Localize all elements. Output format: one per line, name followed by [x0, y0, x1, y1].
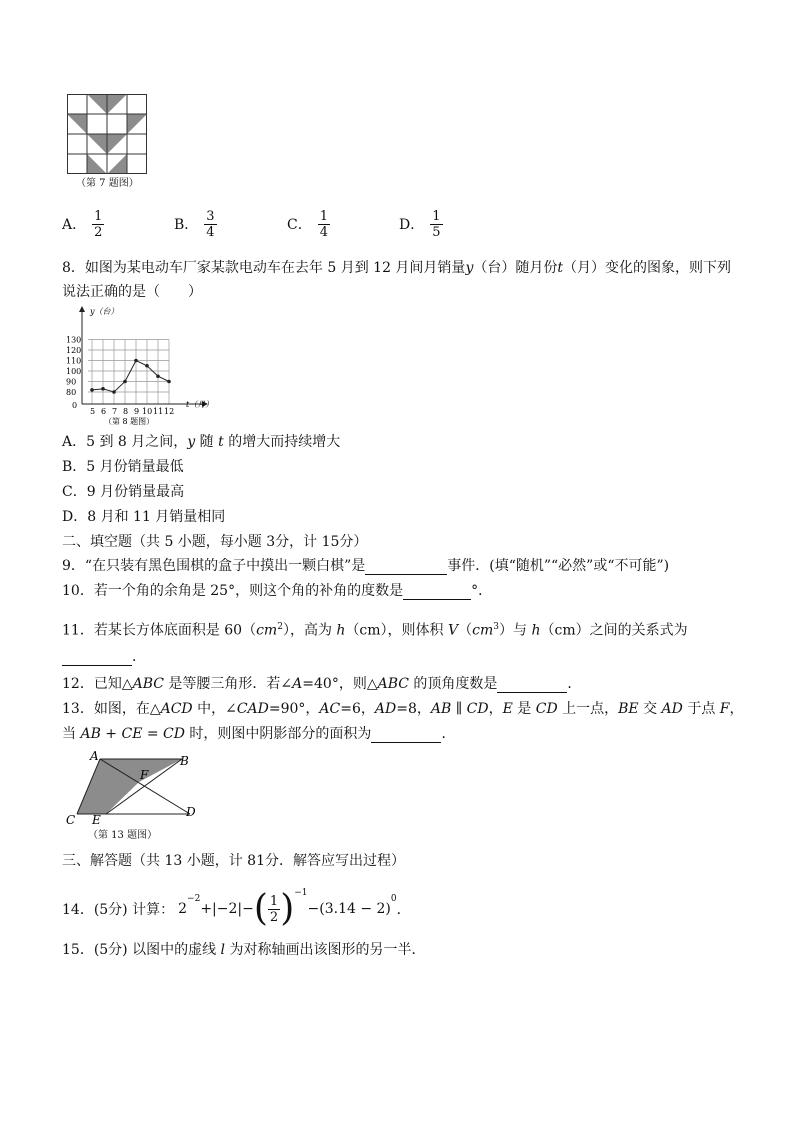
denominator: 2 — [94, 224, 103, 240]
answer-blank[interactable] — [497, 678, 567, 693]
y-axis-arrow — [79, 306, 85, 312]
choice-label: A． — [62, 217, 87, 233]
x-tick-label: 5 — [90, 407, 96, 416]
choice-label: B． — [174, 217, 199, 233]
q13-text: 于点 — [682, 701, 720, 717]
var-t: t — [218, 434, 224, 450]
data-point — [112, 390, 116, 394]
math: AC — [319, 701, 341, 717]
var-l: l — [220, 942, 226, 958]
q9 — [62, 557, 669, 575]
q12 — [62, 675, 581, 693]
q8-option-c[interactable]: C．9 月份销量最高 — [62, 484, 185, 500]
q11-text: （cm）之间的关系式为 — [540, 622, 688, 639]
abs-value: |−2| — [212, 901, 243, 917]
option-text: A．5 到 8 月之间， — [62, 434, 188, 450]
fraction — [318, 209, 330, 240]
q13-line1 — [62, 700, 744, 718]
x-tick-label: 7 — [112, 407, 118, 416]
var-y: y — [465, 260, 474, 276]
q11-answer-line — [62, 648, 146, 666]
numerator: 1 — [432, 208, 441, 224]
operator: + — [200, 901, 213, 917]
exponent: 2 — [277, 622, 283, 632]
q13-text: 中，∠ — [192, 701, 237, 717]
q8-option-b[interactable]: B．5 月份销量最低 — [62, 459, 184, 475]
q8-option-a[interactable] — [62, 433, 340, 451]
answer-blank[interactable] — [403, 585, 471, 600]
data-point — [156, 374, 160, 378]
q13-text: =8， — [396, 701, 431, 717]
denominator: 4 — [206, 224, 215, 240]
x-axis-label: t（月） — [186, 400, 214, 409]
q14 — [62, 884, 411, 934]
x-tick-label: 6 — [101, 407, 107, 416]
q13-text: ． — [441, 726, 456, 742]
q9-text: 事件．(填“随机”“必然”或“不可能”) — [447, 558, 670, 574]
figure-7-caption: （第 7 题图） — [76, 178, 139, 189]
q13-line2 — [62, 725, 455, 743]
math: CAD — [236, 701, 269, 717]
q13-text: 13．如图，在△ — [62, 701, 161, 717]
y-tick-label: 90 — [66, 377, 77, 387]
choice-d — [399, 204, 443, 244]
point-label-e: E — [92, 813, 101, 827]
point-label-f: F — [140, 768, 149, 782]
point-label-d: D — [186, 805, 196, 819]
q10-text: 10．若一个角的余角是 25°，则这个角的补角的度数是 — [62, 583, 404, 599]
math-a: A — [292, 676, 303, 692]
q9-text: 9．“在只装有黑色围棋的盒子中摸出一颗白棋”是 — [62, 558, 366, 574]
x-tick-label: 10 — [142, 407, 153, 416]
var-t: t — [557, 260, 563, 276]
end-mark: ． — [396, 902, 411, 918]
q11-text: ）与 — [499, 622, 532, 639]
q11-text: ），高为 — [282, 622, 337, 639]
math: E — [502, 701, 513, 717]
q15-text: 15．(5分) 以图中的虚线 — [62, 942, 221, 958]
data-point — [145, 364, 149, 368]
point-label-a: A — [90, 749, 99, 763]
y-tick-label: 130 — [66, 335, 82, 345]
math-abc: ABC — [132, 676, 164, 692]
figure-13-diagram — [62, 748, 202, 828]
point-label-c: C — [66, 813, 76, 827]
q13-text: ， — [488, 701, 503, 717]
figure-8-caption: （第 8 题图） — [104, 417, 155, 426]
q11-text: （ — [458, 622, 473, 639]
data-point — [101, 387, 105, 391]
y-axis-label: y（台） — [90, 307, 119, 316]
q8-text: （台）随月份 — [473, 260, 558, 276]
q12-text: ． — [567, 676, 582, 692]
q13-text: ∥ — [451, 701, 467, 717]
figure-7-grid — [67, 94, 147, 176]
choice-label: D． — [399, 217, 425, 233]
q11-text: 11．若某长方体底面积是 60（ — [62, 622, 257, 639]
denominator: 2 — [269, 909, 279, 925]
var-h: h — [531, 622, 541, 639]
math: CD — [466, 701, 489, 717]
operator: − — [242, 901, 254, 917]
y-tick-label: 100 — [66, 367, 82, 376]
y-tick-label: 120 — [66, 346, 82, 355]
var-y: y — [187, 434, 196, 450]
math: AD — [374, 701, 397, 717]
choice-c — [287, 204, 330, 244]
q12-text: 是等腰三角形．若∠ — [163, 676, 293, 692]
point-label-b: B — [180, 754, 189, 768]
math: F — [719, 701, 730, 717]
q13-text: =90°， — [268, 701, 320, 717]
choice-label: C． — [287, 217, 312, 233]
data-point — [123, 380, 127, 384]
figure-13-caption: （第 13 题图） — [88, 830, 158, 841]
denominator: 5 — [432, 224, 441, 240]
numerator: 3 — [206, 208, 215, 224]
numerator: 1 — [269, 893, 279, 909]
answer-blank[interactable] — [62, 651, 132, 666]
paren-close: ) — [280, 888, 295, 929]
q13-text: 是 — [512, 701, 536, 717]
exponent: 0 — [390, 894, 397, 904]
q15-text: 为对称轴画出该图形的另一半． — [225, 942, 426, 958]
denominator: 4 — [319, 224, 328, 240]
fraction — [268, 894, 280, 925]
q10-text: °． — [471, 583, 493, 599]
numerator: 1 — [94, 208, 103, 224]
x-tick-label: 8 — [123, 407, 129, 416]
x-tick-label: 12 — [164, 407, 175, 416]
option-text: 随 — [195, 434, 219, 450]
q11-tail: ． — [132, 649, 146, 665]
operator: − — [307, 901, 320, 917]
q12-text: =40°，则△ — [302, 676, 378, 692]
figure-8-chart — [62, 304, 222, 426]
paren-expression: (3.14 − 2) — [319, 901, 391, 917]
exponent: −1 — [294, 888, 308, 898]
choice-b — [174, 204, 217, 244]
var-v: V — [448, 622, 459, 639]
answer-blank[interactable] — [365, 560, 447, 575]
section-3-heading: 三、解答题（共 13 小题，计 81分．解答应写出过程） — [62, 853, 405, 869]
data-point — [90, 388, 94, 392]
data-point — [167, 380, 171, 384]
q13-text: 交 — [638, 701, 662, 717]
q12-text: 12．已知△ — [62, 676, 133, 692]
paren-open: ( — [253, 888, 268, 929]
math-base: 2 — [178, 901, 188, 917]
x-tick-label: 9 — [134, 407, 140, 416]
math-equation: AB + CE = CD — [80, 726, 185, 742]
q15 — [62, 941, 425, 959]
x-tick-label: 11 — [153, 407, 164, 416]
var-h: h — [336, 622, 346, 639]
fraction — [204, 209, 216, 240]
q12-text: 的顶角度数是 — [408, 676, 498, 692]
q11-text: （cm），则体积 — [345, 622, 449, 639]
unit-cm: cm — [256, 622, 278, 639]
q8-text: 8．如图为某电动车厂家某款电动车在去年 5 月到 12 月间月销量 — [62, 260, 466, 276]
option-text: 的增大而持续增大 — [223, 434, 341, 450]
q8-option-d[interactable]: D．8 月和 11 月销量相同 — [62, 509, 226, 525]
math: AB — [430, 701, 452, 717]
q8-text: （月）变化的图象，则下列 — [563, 260, 731, 276]
q11 — [62, 618, 688, 640]
answer-blank[interactable] — [371, 728, 441, 743]
q13-text: 时，则图中阴影部分的面积为 — [184, 726, 372, 742]
q13-text: 上一点， — [557, 701, 619, 717]
exponent: 3 — [493, 622, 499, 632]
numerator: 1 — [319, 208, 328, 224]
q8-line1 — [62, 259, 731, 277]
q14-label: 14．(5分) 计算： — [62, 902, 175, 918]
exponent: −2 — [187, 894, 201, 904]
choice-a — [62, 204, 104, 244]
q13-text: =6， — [340, 701, 375, 717]
data-point — [134, 359, 138, 363]
math: CD — [535, 701, 558, 717]
math: AD — [661, 701, 683, 717]
fraction — [92, 209, 104, 240]
section-2-heading: 二、填空题（共 5 小题，每小题 3分，计 15分） — [62, 534, 368, 550]
y-tick-label: 80 — [66, 388, 77, 397]
y-tick-label: 110 — [66, 356, 82, 366]
math-abc: ABC — [377, 676, 409, 692]
q8-line2: 说法正确的是（ ） — [62, 284, 202, 300]
fraction — [430, 209, 442, 240]
math: BE — [618, 701, 639, 717]
q13-text: ， — [729, 701, 744, 717]
q10 — [62, 582, 492, 600]
origin-label: 0 — [72, 401, 78, 410]
unit-cm: cm — [472, 622, 494, 639]
math: ACD — [160, 701, 193, 717]
q13-text: 当 — [62, 726, 81, 742]
